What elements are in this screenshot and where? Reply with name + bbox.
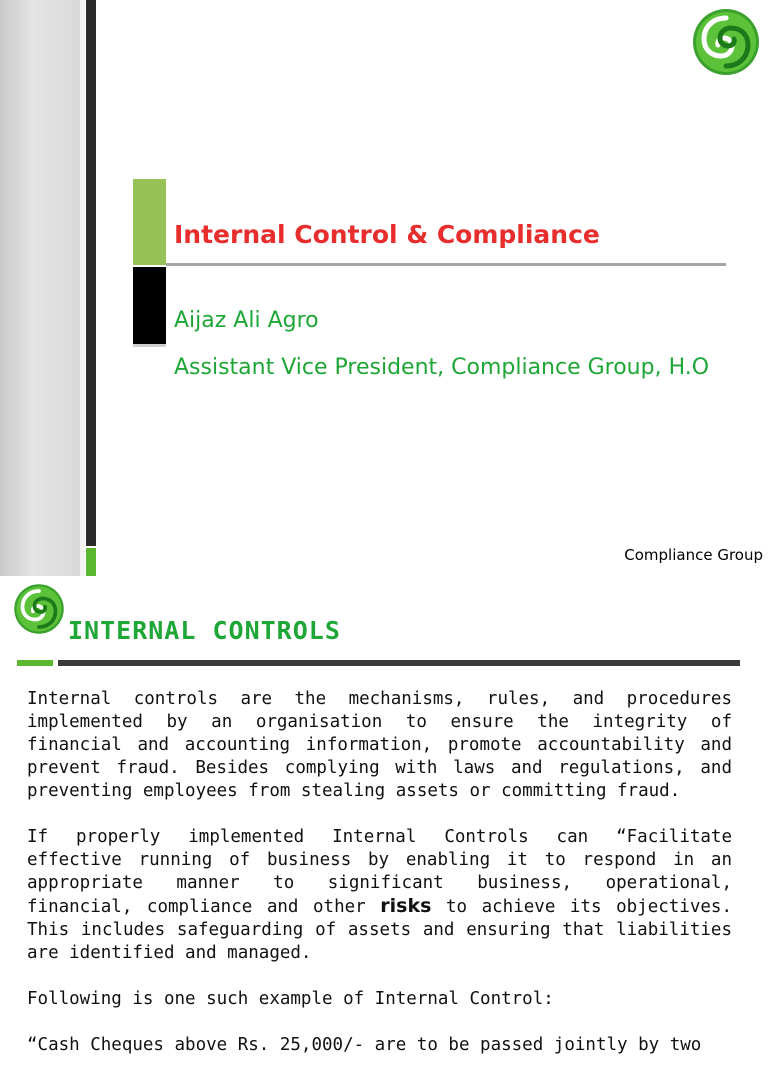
title-accent-green-block xyxy=(133,179,166,265)
slide-footer: Compliance Group xyxy=(624,546,763,564)
presenter-position: Assistant Vice President, Compliance Group, H.O xyxy=(174,355,710,380)
presenter-name: Aijaz Ali Agro xyxy=(174,308,319,333)
body-text xyxy=(27,688,732,1080)
paragraph-benefits xyxy=(27,826,732,965)
dark-vertical-bar xyxy=(86,0,96,546)
heading-rule-dark xyxy=(58,660,740,666)
paragraph-definition: Internal controls are the mechanisms, rules, and procedures implemented by an organisation to ensure the integrity of financial and accounting information, promote accountability and prevent fraud. Besides complying with laws and regulations, and preventing employees from stealing assets or committing fraud. xyxy=(27,689,732,801)
title-underline-rule xyxy=(166,263,726,266)
subtitle-accent-black-block xyxy=(133,267,166,347)
bank-logo-icon xyxy=(12,582,66,636)
heading-rule-green xyxy=(17,660,53,666)
paragraph-benefits-part2: to achieve its objectives. This includes safeguarding of assets and ensuring that liabilities are identified and managed. xyxy=(27,897,732,963)
slide-title: Internal Control & Compliance xyxy=(174,220,600,249)
risks-emphasis: risks xyxy=(380,895,432,917)
section-heading: INTERNAL CONTROLS xyxy=(68,616,341,645)
green-vertical-bar xyxy=(86,548,96,576)
bank-logo-icon xyxy=(690,6,762,78)
paragraph-example-intro: Following is one such example of Internal Control: xyxy=(27,989,554,1009)
paragraph-example: “Cash Cheques above Rs. 25,000/- are to be passed jointly by two xyxy=(27,1035,702,1055)
sidebar-gradient xyxy=(0,0,80,576)
paragraph-benefits-part1: If properly implemented Internal Controls can “Facilitate effective running of business by enabling it to respond in an appropriate manner to significant business, operational, financial, compliance and other xyxy=(27,827,732,917)
internal-controls-slide xyxy=(0,576,768,1055)
sidebar-divider xyxy=(80,0,85,576)
